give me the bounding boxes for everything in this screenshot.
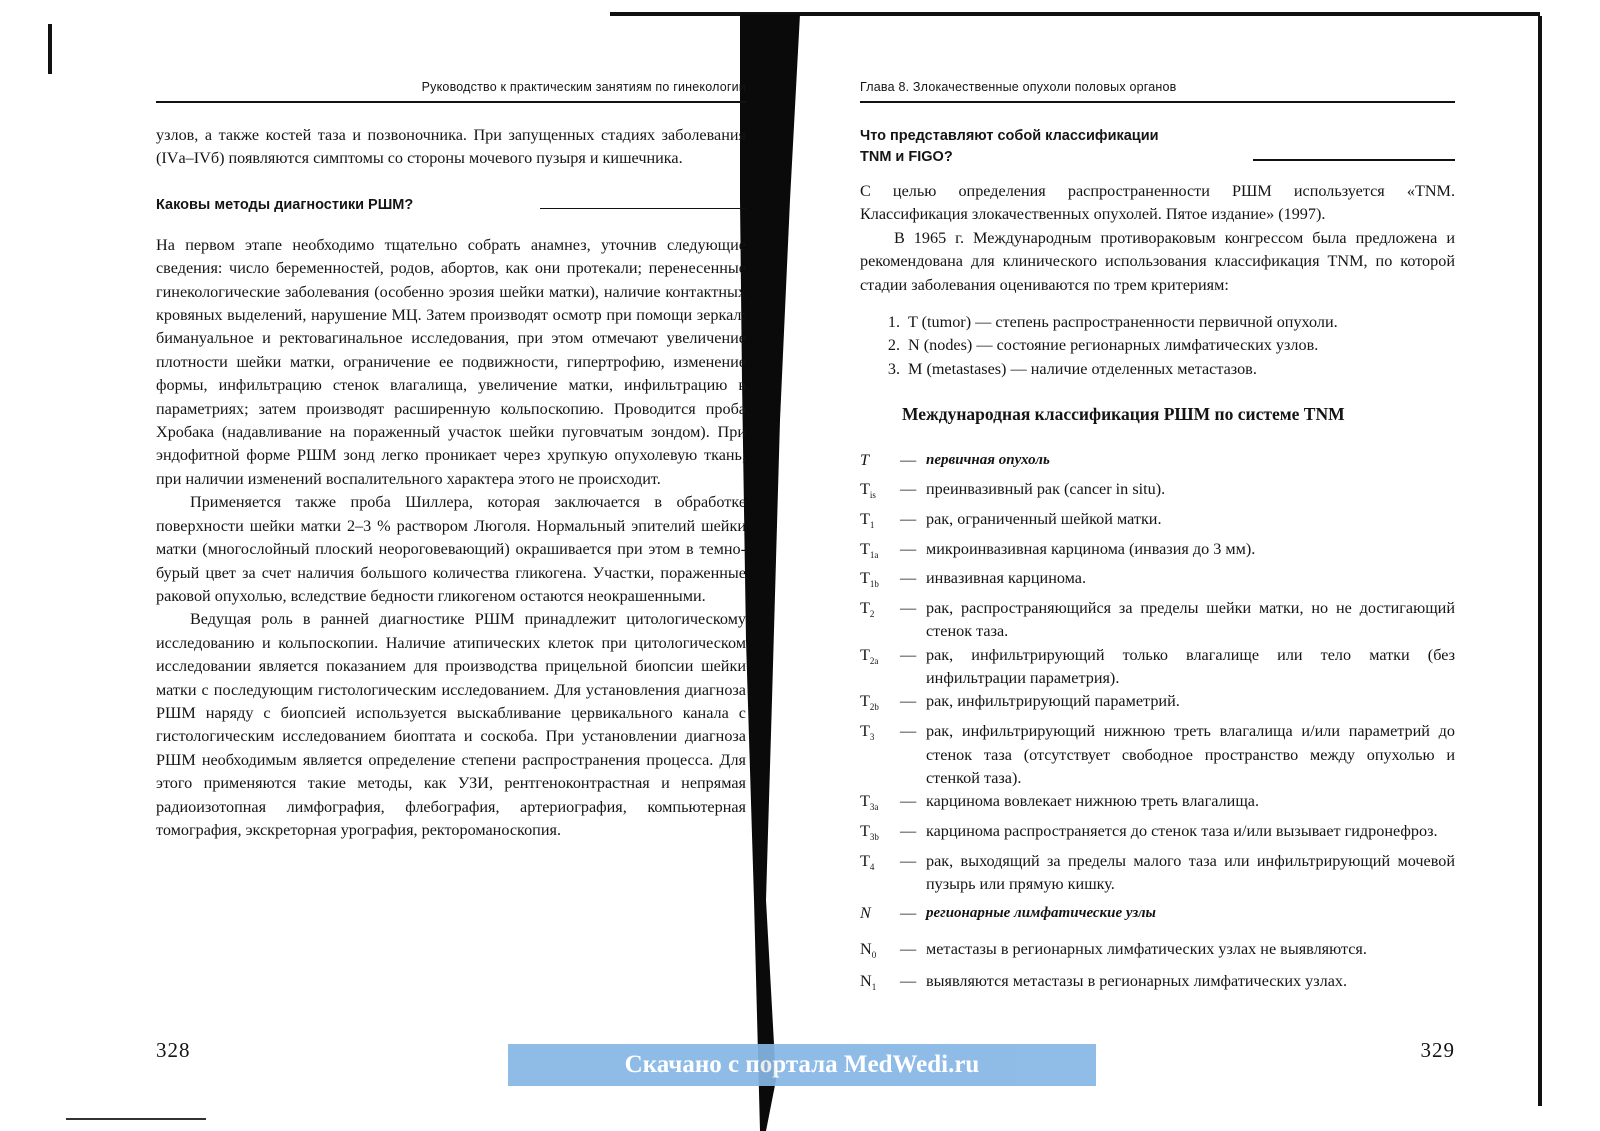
tnm-row xyxy=(818,850,1455,897)
body-paragraph: Ведущая роль в ранней диагностике РШМ принадлежит цитологическому исследованию и кольпоскопии. Наличие атипических клеток при цитологическом исследовании является показанием для производства прицельной биопсии шейки матки с последующим гистологическим исследованием. Для установления диагноза РШМ наряду с биопсией используется выскабливание цервикального канала с гистологическим исследованием биоптата и соскоба. При установлении диагноза РШМ необходимым является определение степени распространения процесса. Для этого применяются такие методы, как УЗИ, рентгеноконтрастная и непрямая радиоизотопная лимфография, флебография, артериография, компьютерная томография, экскреторная урография, ректороманоскопия. xyxy=(156,610,746,839)
tnm-category-row xyxy=(818,902,1455,932)
section-heading-line: Что представляют собой классификации xyxy=(860,128,1159,144)
tnm-row xyxy=(818,820,1455,850)
running-head-right: Глава 8. Злокачественные опухоли половых органов xyxy=(860,80,1177,94)
tnm-row xyxy=(818,597,1455,644)
tnm-row xyxy=(818,508,1455,538)
tnm-description: карцинома вовлекает нижнюю треть влагалища. xyxy=(926,792,1260,811)
tnm-description: выявляются метастазы в регионарных лимфатических узлах. xyxy=(926,971,1348,990)
book-gutter-shadow xyxy=(740,0,810,1131)
tnm-description: регионарные лимфатические узлы xyxy=(926,905,1156,922)
dash: — xyxy=(900,645,917,664)
header-rule-right xyxy=(860,101,1455,103)
tnm-description: микроинвазивная карцинома (инвазия до 3 мм). xyxy=(926,539,1256,558)
tnm-symbol: $T_3$ xyxy=(860,722,875,743)
criteria-item xyxy=(860,311,1455,334)
body-paragraph: В 1965 г. Международным противораковым конгрессом была предложена и рекомендована для клинического использования классификация TNM, по которой стадии заболевания оцениваются по трем критериям: xyxy=(860,228,1455,294)
dash: — xyxy=(900,692,917,711)
dash: — xyxy=(900,971,917,990)
section-heading-classification xyxy=(860,126,1455,168)
tnm-description: карцинома распространяется до стенок таза и/или вызывает гидронефроз. xyxy=(926,821,1438,840)
heading-rule xyxy=(1253,159,1455,161)
dash: — xyxy=(900,450,917,469)
tnm-classification-list xyxy=(818,449,1455,1000)
tnm-symbol: $T_{1a}$ xyxy=(860,539,879,560)
tnm-description: первичная опухоль xyxy=(926,451,1050,468)
left-page-body xyxy=(156,124,746,842)
download-watermark: Скачано с портала MedWedi.ru xyxy=(508,1044,1096,1086)
dash: — xyxy=(900,480,917,499)
tnm-row xyxy=(818,644,1455,691)
tnm-symbol: $N_0$ xyxy=(860,940,877,961)
tnm-row xyxy=(818,567,1455,597)
criteria-number: 2. xyxy=(887,336,900,355)
scan-edge-mark xyxy=(48,24,52,74)
dash: — xyxy=(900,792,917,811)
tnm-description: рак, выходящий за пределы малого таза или инфильтрирующий мочевой пузырь или прямую кишку. xyxy=(926,851,1455,894)
criteria-text: T (tumor) — степень распространенности первичной опухоли. xyxy=(908,313,1338,332)
dash: — xyxy=(900,722,917,741)
tnm-row xyxy=(818,938,1455,968)
tnm-description: рак, инфильтрирующий параметрий. xyxy=(926,692,1180,711)
criteria-text: M (metastases) — наличие отделенных метастазов. xyxy=(908,359,1257,378)
page-number-left: 328 xyxy=(156,1038,191,1062)
tnm-description: метастазы в регионарных лимфатических узлах не выявляются. xyxy=(926,940,1367,959)
tnm-symbol: $T_{2a}$ xyxy=(860,645,879,666)
tnm-description: рак, ограниченный шейкой матки. xyxy=(926,509,1162,528)
tnm-symbol: $T_1$ xyxy=(860,509,875,531)
header-rule-left xyxy=(156,101,746,103)
tnm-symbol: $N_1$ xyxy=(860,971,877,992)
tnm-symbol: $T_{3b}$ xyxy=(860,821,879,843)
tnm-description: рак, инфильтрирующий только влагалище или тело матки (без инфильтрации параметрия). xyxy=(926,645,1455,688)
tnm-symbol: T xyxy=(860,450,870,469)
section-heading-diagnostics xyxy=(156,195,746,216)
tnm-row xyxy=(818,690,1455,720)
dash: — xyxy=(900,569,917,588)
tnm-symbol: $T_{is}$ xyxy=(860,480,876,501)
intro-paragraph: узлов, а также костей таза и позвоночника. При запущенных стадиях заболевания (IVа–IVб) появляются симптомы со стороны мочевого пузыря и кишечника. xyxy=(156,126,746,168)
criteria-list xyxy=(860,311,1455,381)
dash: — xyxy=(900,904,917,923)
scan-bottom-mark xyxy=(66,1118,206,1120)
tnm-description: рак, распространяющийся за пределы шейки матки, но не достигающий стенок таза. xyxy=(926,598,1455,641)
section-heading-line: TNM и FIGO? xyxy=(860,149,953,165)
dash: — xyxy=(900,509,917,528)
dash: — xyxy=(900,821,917,840)
body-paragraph: С целью определения распространенности РШМ используется «TNM. Классификация злокачественных опухолей. Пятое издание» (1997). xyxy=(860,182,1455,224)
tnm-row xyxy=(818,538,1455,568)
section-heading-text: Каковы методы диагностики РШМ? xyxy=(156,196,414,213)
tnm-description: инвазивная карцинома. xyxy=(926,569,1087,588)
tnm-symbol: $T_{2b}$ xyxy=(860,692,879,713)
heading-rule xyxy=(540,208,746,210)
tnm-symbol: $T_4$ xyxy=(860,851,875,872)
tnm-category-row xyxy=(818,449,1455,479)
tnm-description: преинвазивный рак (cancer in situ). xyxy=(926,480,1166,499)
tnm-table-title: Международная классификация РШМ по системе TNM xyxy=(902,404,1345,425)
scan-right-edge xyxy=(1538,16,1542,1106)
body-paragraph: На первом этапе необходимо тщательно собрать анамнез, уточнив следующие сведения: число беременностей, родов, абортов, как они протекали; перенесенные гинекологические заболевания (особенно эрозия шейки матки), наличие контактных кровяных выделений, нарушение МЦ. Затем производят осмотр при помощи зеркал; бимануальное и ректовагинальное исследования, при этом отмечают увеличение плотности шейки матки, ограничение ее подвижности, гипертрофию, изменение формы, инфильтрацию стенок влагалища, увеличение матки, инфильтрацию в параметриях; затем производят расширенную кольпоскопию. Проводится проба Хробака (надавливание на пораженный участок шейки пуговчатым зондом). При эндофитной форме РШМ зонд легко проникает через хрупкую опухолевую ткань, при наличии изменений воспалительного характера этого не происходит. xyxy=(156,235,746,488)
body-paragraph: Применяется также проба Шиллера, которая заключается в обработке поверхности шейки матки 2–3 % раствором Люголя. Нормальный эпителий шейки матки (многослойный плоский неороговевающий) окрашивается при этом в темно-бурый цвет за счет наличия большого количества гликогена. Участки, пораженные раковой опухолью, вследствие бедности гликогеном остаются неокрашенными. xyxy=(156,493,746,605)
page-number-right: 329 xyxy=(1420,1038,1455,1062)
tnm-row xyxy=(818,478,1455,508)
tnm-symbol: $T_{3a}$ xyxy=(860,792,879,813)
tnm-symbol: $T_2$ xyxy=(860,598,875,620)
criteria-item xyxy=(860,358,1455,381)
criteria-text: N (nodes) — состояние регионарных лимфатических узлов. xyxy=(908,336,1319,355)
running-head-left: Руководство к практическим занятиям по гинекологии xyxy=(421,80,746,94)
criteria-number: 1. xyxy=(887,313,900,332)
tnm-row xyxy=(818,790,1455,820)
tnm-row xyxy=(818,720,1455,790)
dash: — xyxy=(900,598,917,617)
right-page-body xyxy=(860,124,1455,999)
dash: — xyxy=(900,940,917,959)
tnm-description: рак, инфильтрирующий нижнюю треть влагалища и/или параметрий до стенок таза (отсутствует свободное пространство между опухолью и стенкой таза). xyxy=(926,722,1455,787)
tnm-symbol: $T_{1b}$ xyxy=(860,569,879,590)
tnm-row xyxy=(818,970,1455,1000)
criteria-number: 3. xyxy=(887,359,900,378)
dash: — xyxy=(900,851,917,870)
dash: — xyxy=(900,539,917,558)
tnm-symbol: N xyxy=(860,904,871,923)
criteria-item xyxy=(860,334,1455,357)
